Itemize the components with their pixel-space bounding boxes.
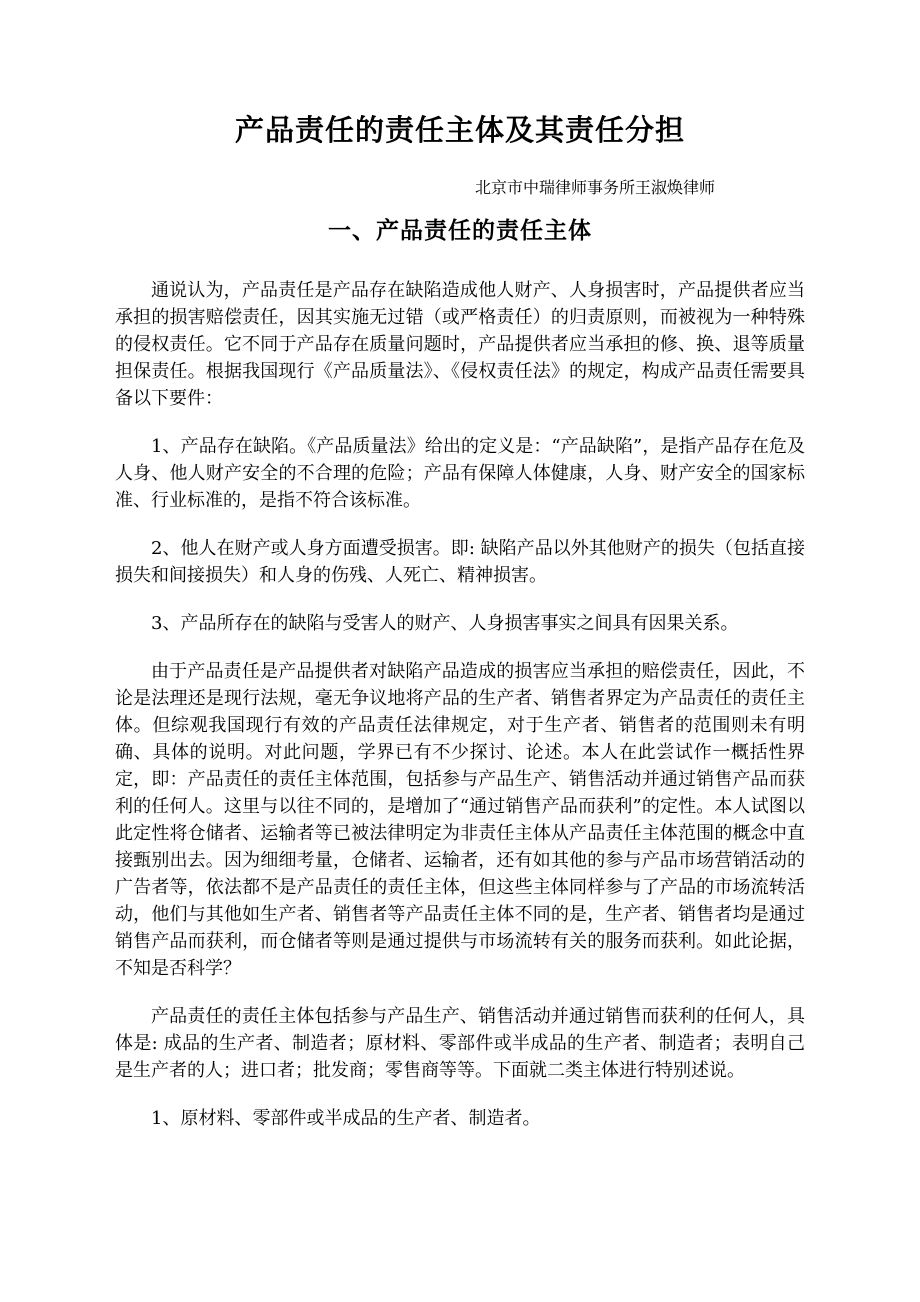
author-byline: 北京市中瑞律师事务所王淑焕律师 [474,178,715,197]
section-heading: 一、产品责任的责任主体 [328,218,592,244]
paragraph: 3、产品所存在的缺陷与受害人的财产、人身损害事实之间具有因果关系。 [151,613,739,634]
document-title: 产品责任的责任主体及其责任分担 [234,113,685,147]
paragraph: 1、产品存在缺陷。《产品质量法》给出的定义是：“产品缺陷”，是指产品存在危及人身、他人财产安全的不合理的危险；产品有保障人体健康，人身、财产安全的国家标准、行业标准的，是指不符合该标准。 [115,436,805,511]
paragraph: 通说认为，产品责任是产品存在缺陷造成他人财产、人身损害时，产品提供者应当承担的损害赔偿责任，因其实施无过错（或严格责任）的归责原则，而被视为一种特殊的侵权责任。它不同于产品存在质量问题时，产品提供者应当承担的修、换、退等质量担保责任。根据我国现行《产品质量法》、《侵权责任法》的规定，构成产品责任需要具备以下要件： [115,280,805,409]
paragraph: 由于产品责任是产品提供者对缺陷产品造成的损害应当承担的赔偿责任，因此，不论是法理还是现行法规，毫无争议地将产品的生产者、销售者界定为产品责任的责任主体。但综观我国现行有效的产品责任法律规定，对于生产者、销售者的范围则未有明确、具体的说明。对此问题，学界已有不少探讨、论述。本人在此尝试作一概括性界定，即：产品责任的责任主体范围，包括参与产品生产、销售活动并通过销售产品而获利的任何人。这里与以往不同的，是增加了“通过销售产品而获利”的定性。本人试图以此定性将仓储者、运输者等已被法律明定为非责任主体从产品责任主体范围的概念中直接甄别出去。因为细细考量，仓储者、运输者，还有如其他的参与产品市场营销活动的广告者等，依法都不是产品责任的责任主体，但这些主体同样参与了产品的市场流转活动，他们与其他如生产者、销售者等产品责任主体不同的是，生产者、销售者均是通过销售产品而获利，而仓储者等则是通过提供与市场流转有关的服务而获利。如此论据，不知是否科学？ [115,661,805,979]
paragraph: 产品责任的责任主体包括参与产品生产、销售活动并通过销售而获利的任何人，具体是: 成品的生产者、制造者；原材料、零部件或半成品的生产者、制造者；表明自己是生产者的人；进口者；批发商；零售商等等。下面就二类主体进行特别述说。 [115,1006,805,1081]
paragraph: 2、他人在财产或人身方面遭受损害。即: 缺陷产品以外其他财产的损失（包括直接损失和间接损失）和人身的伤残、人死亡、精神损害。 [115,538,805,586]
document-body [115,277,805,1132]
paragraph: 1、原材料、零部件或半成品的生产者、制造者。 [151,1108,541,1129]
